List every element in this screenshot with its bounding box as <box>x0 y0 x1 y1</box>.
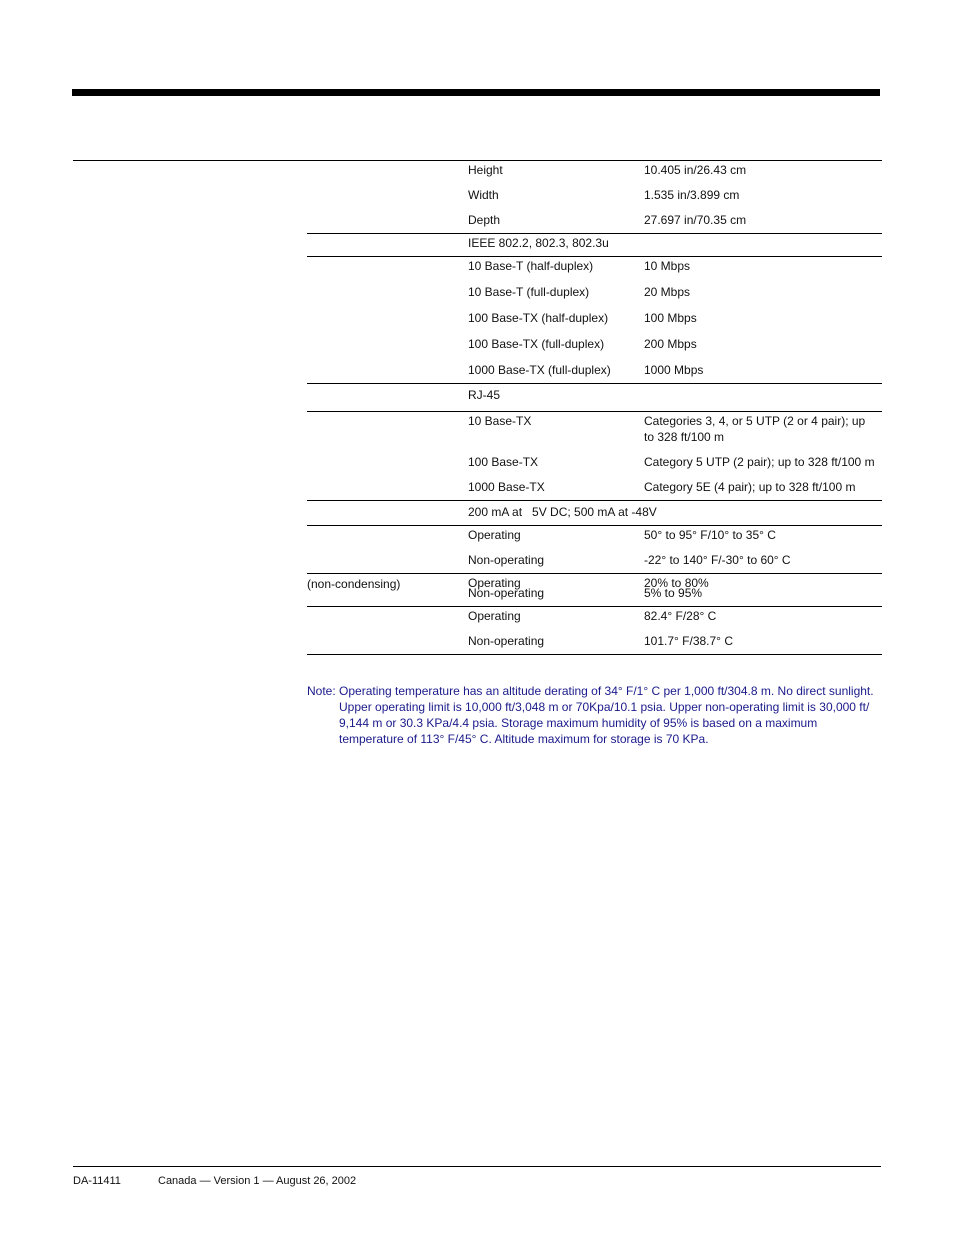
group-label <box>307 503 468 520</box>
param-cell: Width <box>468 188 499 202</box>
spec-group-data-rates <box>307 257 882 384</box>
table-row <box>307 335 882 352</box>
document-number: DA-11411 <box>73 1175 121 1187</box>
note-text: Note: Operating temperature has an altitude derating of 34° F/1° C per 1,000 ft/304.8 m. No direct sunlight. Upper operating limit is 10,000 ft/3,048 m or 70Kpa/10.1 psia. Upper non-operating limit is 30,000 ft/ 9,144 m or 30.3 KPa/4.4 psia. Storage maximum humidity of 95% is based on a maximum temperature of 113° F/45° C. Altitude maximum for storage is 70 KPa. <box>307 684 874 746</box>
table-row <box>307 384 882 403</box>
value-cell: 200 Mbps <box>644 337 697 351</box>
table-row <box>307 478 882 495</box>
table-row <box>307 607 882 624</box>
table-row <box>307 234 882 251</box>
table-row <box>307 412 882 445</box>
value-cell: 1000 Mbps <box>644 363 704 377</box>
param-cell: 1000 Base-TX (full-duplex) <box>468 363 611 377</box>
param-cell: 1000 Base-TX <box>468 480 545 494</box>
group-label <box>307 386 468 403</box>
param-cell: Depth <box>468 213 501 227</box>
value-cell: Category 5E (4 pair); up to 328 ft/100 m <box>644 480 856 494</box>
value-cell: 101.7° F/38.7° C <box>644 634 733 648</box>
value-cell: 10 Mbps <box>644 259 691 273</box>
spec-group-power <box>307 501 882 526</box>
param-cell: 10 Base-TX <box>468 414 532 428</box>
value-cell: 1.535 in/3.899 cm <box>644 188 740 202</box>
param-cell: RJ-45 <box>468 388 501 402</box>
spec-group-humidity <box>307 574 882 607</box>
param-cell: 100 Base-TX (full-duplex) <box>468 337 605 351</box>
table-row <box>307 632 882 649</box>
spec-group-temperature <box>307 526 882 574</box>
table-row <box>307 257 882 274</box>
value-cell <box>805 234 882 251</box>
table-row <box>307 453 882 470</box>
header-rule <box>72 89 880 96</box>
group-label: (non-condensing) <box>307 577 401 591</box>
table-note <box>307 683 882 747</box>
param-cell: Non-operating <box>468 586 545 600</box>
table-row <box>307 584 882 601</box>
value-cell <box>644 386 882 403</box>
group-label <box>307 257 468 274</box>
spec-group-cabling <box>307 412 882 501</box>
table-row <box>307 283 882 300</box>
value-cell: 50° to 95° F/10° to 35° C <box>644 528 776 542</box>
specifications-table <box>307 160 882 655</box>
table-row <box>307 161 882 178</box>
param-cell: Height <box>468 163 503 177</box>
spec-group-standards <box>307 234 882 257</box>
spec-group-connectors <box>307 384 882 412</box>
group-label <box>307 526 468 543</box>
spec-group-wet-bulb <box>307 607 882 655</box>
group-label <box>307 607 468 624</box>
group-label <box>307 161 468 178</box>
table-row <box>307 501 882 520</box>
param-cell: IEEE 802.2, 802.3, 802.3u <box>468 236 609 250</box>
param-cell: 100 Base-TX (half-duplex) <box>468 311 609 325</box>
value-cell: 27.697 in/70.35 cm <box>644 213 747 227</box>
table-row <box>307 361 882 378</box>
page-footer <box>73 1173 356 1189</box>
table-row <box>307 551 882 568</box>
value-cell <box>805 503 882 520</box>
value-cell: Categories 3, 4, or 5 UTP (2 or 4 pair); up to 328 ft/100 m <box>644 414 866 444</box>
value-cell: 5% to 95% <box>644 586 703 600</box>
version-text: Canada — Version 1 — August 26, 2002 <box>158 1175 357 1187</box>
param-cell: 10 Base-T (full-duplex) <box>468 285 590 299</box>
param-cell: 200 mA at 5V DC; 500 mA at -48V <box>468 505 657 519</box>
param-cell: Operating <box>468 528 521 542</box>
table-row <box>307 526 882 543</box>
value-cell: 10.405 in/26.43 cm <box>644 163 747 177</box>
param-cell: 10 Base-T (half-duplex) <box>468 259 594 273</box>
param-cell: Non-operating <box>468 553 545 567</box>
value-cell: Category 5 UTP (2 pair); up to 328 ft/100 m <box>644 455 875 469</box>
section-rule <box>73 160 307 161</box>
group-label <box>307 412 468 445</box>
group-label <box>307 234 468 251</box>
value-cell: 100 Mbps <box>644 311 697 325</box>
value-cell: -22° to 140° F/-30° to 60° C <box>644 553 791 567</box>
param-cell: Operating <box>468 576 521 590</box>
param-cell: 100 Base-TX <box>468 455 539 469</box>
footer-rule <box>73 1166 881 1167</box>
value-cell: 20 Mbps <box>644 285 691 299</box>
param-cell: Non-operating <box>468 634 545 648</box>
table-row <box>307 211 882 228</box>
value-cell: 20% to 80% <box>644 576 709 590</box>
table-row <box>307 186 882 203</box>
value-cell: 82.4° F/28° C <box>644 609 717 623</box>
spec-group-dimensions <box>307 161 882 234</box>
table-row <box>307 309 882 326</box>
param-cell: Operating <box>468 609 521 623</box>
